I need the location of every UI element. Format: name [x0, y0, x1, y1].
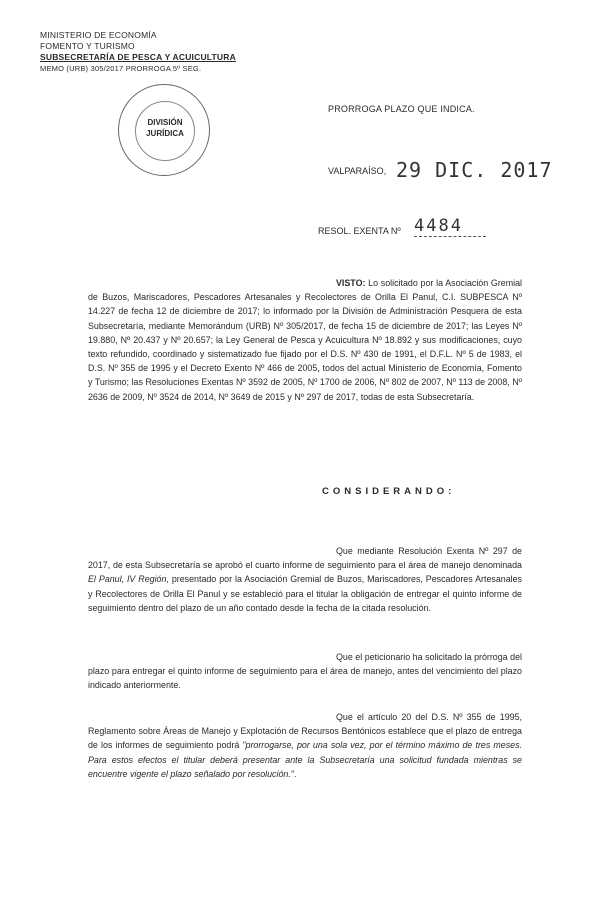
ministry-name: MINISTERIO DE ECONOMÍA [40, 30, 157, 40]
considerando-heading: CONSIDERANDO: [322, 486, 456, 497]
area-name: El Panul, IV Región [88, 574, 167, 585]
paragraph-1-before: Que mediante Resolución Exenta Nº 297 de 2017, de esta Subsecretaría se aprobó el cuarto informe de seguimiento para el área de manejo denominada [88, 546, 522, 571]
memo-reference: MEMO (URB) 305/2017 PRORROGA 5º SEG. [40, 64, 202, 73]
seal-line-2: JURÍDICA [146, 129, 184, 138]
considerando-paragraph-2: Que el peticionario ha solicitado la prórroga del plazo para entregar el quinto informe de seguimiento para el área de manejo, antes del vencimiento del plazo indicado anteriormente. [88, 652, 522, 691]
ministry-subtitle: FOMENTO Y TURISMO [40, 41, 135, 51]
seal-line-1: DIVISIÓN [147, 118, 183, 127]
visto-paragraph [88, 276, 522, 404]
stamped-date: 29 DIC. 2017 [396, 158, 553, 182]
paragraph-3-before: Que el artículo 20 del D.S. Nº 355 de 1995, Reglamento sobre Áreas de Manejo y Explotación de Recursos Bentónicos establece que el plazo de entrega de los informes de seguimiento podrá [88, 712, 522, 751]
division-juridica-seal [118, 84, 210, 176]
place-label: VALPARAÍSO, [328, 166, 387, 176]
resolution-label: RESOL. EXENTA Nº [318, 226, 401, 236]
letterhead [40, 30, 290, 74]
resolution-number: 4484 [414, 216, 486, 237]
regulation-quote: "prorrogarse, por una sola vez, por el término máximo de tres meses. Para estos efectos el titular deberá presentar ante la Subsecretaría una solicitud fundada mientras se encuentre vigente el plazo señalado por resolución." [88, 740, 522, 779]
subsecretaria-name: SUBSECRETARÍA DE PESCA Y ACUICULTURA [40, 52, 236, 62]
seal-text [119, 117, 211, 139]
paragraph-1-after: , presentado por la Asociación Gremial de Buzos, Mariscadores, Pescadores Artesanales y Recolectores de Orilla El Panul y se estableció para el titular la obligación de entregar el quinto informe de seguimiento dentro del plazo de un año contado desde la fecha de la citada resolución. [88, 574, 522, 613]
visto-text: Lo solicitado por la Asociación Gremial de Buzos, Mariscadores, Pescadores Artesanales y Recolectores de Orilla El Panul, C.I. SUBPESCA Nº 14.227 de fecha 12 de diciembre de 2017; lo informado por la División de Administración Pesquera de esta Subsecretaría, mediante Memorándum (URB) Nº 305/2017, de fecha 15 de diciembre de 2017; las Leyes Nº 19.880, Nº 20.437 y Nº 20.657; la Ley General de Pesca y Acuicultura Nº 18.892 y sus modificaciones, cuyo texto refundido, coordinado y sistematizado fue fijado por el D.S. Nº 430 de 1991, el D.F.L. Nº 5 de 1983, el D.S. Nº 355 de 1995 y el Decreto Exento Nº 466 de 2005, todos del actual Ministerio de Economía, Fomento y Turismo; las Resoluciones Exentas Nº 3592 de 2005, Nº 1700 de 2006, Nº 802 de 2007, Nº 113 de 2008, Nº 2636 de 2009, Nº 3524 de 2014, Nº 3649 de 2015 y Nº 297 de 2017, todas de esta Subsecretaría. [88, 278, 522, 402]
subject-reference: PRORROGA PLAZO QUE INDICA. [328, 104, 475, 114]
considerando-paragraph-1 [88, 544, 522, 615]
paragraph-3-after: . [293, 768, 297, 779]
visto-label: VISTO: [336, 278, 366, 288]
considerando-paragraph-3 [88, 710, 522, 781]
